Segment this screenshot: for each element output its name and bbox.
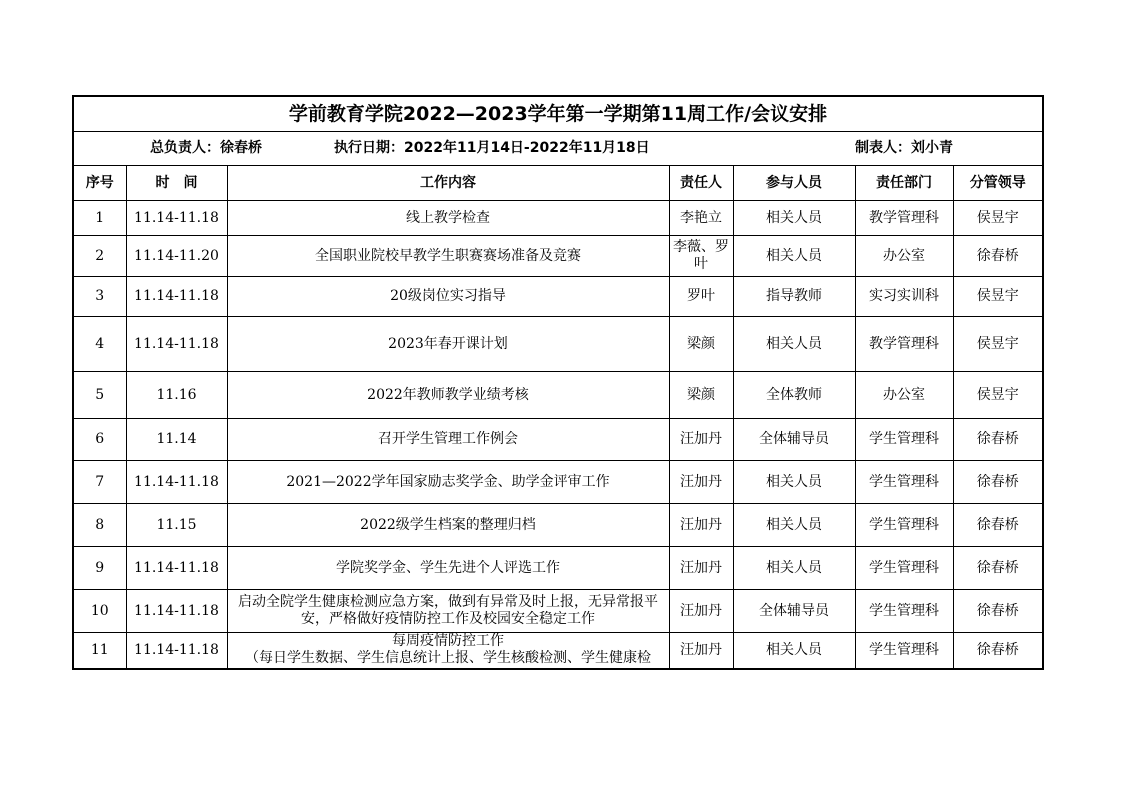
table-row <box>73 419 1043 461</box>
row-time: 11.14-11.18 <box>126 277 227 317</box>
row-leader: 徐春桥 <box>953 236 1043 277</box>
row-content: 线上教学检查 <box>227 201 669 236</box>
row-owner: 梁颜 <box>669 372 733 419</box>
row-participants: 指导教师 <box>733 277 855 317</box>
row-content: 2023年春开课计划 <box>227 317 669 372</box>
header-time: 时 间 <box>126 166 227 201</box>
row-no: 9 <box>73 547 126 590</box>
page-title: 学前教育学院2022—2023学年第一学期第11周工作/会议安排 <box>73 96 1043 132</box>
row-content: 学院奖学金、学生先进个人评选工作 <box>227 547 669 590</box>
date-label: 执行日期： <box>334 140 404 156</box>
row-dept: 教学管理科 <box>855 317 953 372</box>
row-content: 召开学生管理工作例会 <box>227 419 669 461</box>
row-dept: 学生管理科 <box>855 419 953 461</box>
header-leader: 分管领导 <box>953 166 1043 201</box>
row-leader: 徐春桥 <box>953 504 1043 547</box>
row-owner: 汪加丹 <box>669 547 733 590</box>
row-no: 10 <box>73 590 126 633</box>
table-row <box>73 317 1043 372</box>
row-time: 11.16 <box>126 372 227 419</box>
row-leader: 徐春桥 <box>953 547 1043 590</box>
meta-row <box>73 132 1043 166</box>
row-no: 2 <box>73 236 126 277</box>
row-content: 2022年教师教学业绩考核 <box>227 372 669 419</box>
table-row <box>73 547 1043 590</box>
row-leader: 侯昱宇 <box>953 277 1043 317</box>
row-participants: 全体辅导员 <box>733 419 855 461</box>
responsible-name: 徐春桥 <box>220 140 262 156</box>
row-time: 11.14-11.18 <box>126 633 227 669</box>
row-participants: 全体辅导员 <box>733 590 855 633</box>
row-dept: 学生管理科 <box>855 547 953 590</box>
row-participants: 相关人员 <box>733 317 855 372</box>
row-leader: 侯昱宇 <box>953 201 1043 236</box>
row-time: 11.14-11.18 <box>126 547 227 590</box>
row-owner: 汪加丹 <box>669 461 733 504</box>
row-dept: 办公室 <box>855 236 953 277</box>
row-dept: 学生管理科 <box>855 590 953 633</box>
row-no: 7 <box>73 461 126 504</box>
row-dept: 教学管理科 <box>855 201 953 236</box>
row-content-text: 每周疫情防控工作 （每日学生数据、学生信息统计上报、学生核酸检测、学生健康检 <box>245 633 651 667</box>
row-owner: 罗叶 <box>669 277 733 317</box>
row-content: 启动全院学生健康检测应急方案，做到有异常及时上报，无异常报平安，严格做好疫情防控工作及校园安全稳定工作 <box>227 590 669 633</box>
row-no: 3 <box>73 277 126 317</box>
row-no: 1 <box>73 201 126 236</box>
row-content: 2022级学生档案的整理归档 <box>227 504 669 547</box>
table-row <box>73 236 1043 277</box>
row-dept: 实习实训科 <box>855 277 953 317</box>
table-row <box>73 277 1043 317</box>
row-content <box>227 633 669 669</box>
row-owner: 李艳立 <box>669 201 733 236</box>
table-row <box>73 372 1043 419</box>
row-owner: 汪加丹 <box>669 504 733 547</box>
preparer-info <box>855 140 953 157</box>
row-participants: 相关人员 <box>733 236 855 277</box>
responsible-info <box>150 140 262 157</box>
row-owner: 李薇、罗叶 <box>669 236 733 277</box>
row-participants: 相关人员 <box>733 547 855 590</box>
header-row <box>73 166 1043 201</box>
row-participants: 相关人员 <box>733 201 855 236</box>
row-no: 5 <box>73 372 126 419</box>
date-value: 2022年11月14日-2022年11月18日 <box>404 140 650 156</box>
header-owner: 责任人 <box>669 166 733 201</box>
row-dept: 办公室 <box>855 372 953 419</box>
row-no: 6 <box>73 419 126 461</box>
table-row <box>73 504 1043 547</box>
row-leader: 徐春桥 <box>953 419 1043 461</box>
row-owner: 梁颜 <box>669 317 733 372</box>
header-no: 序号 <box>73 166 126 201</box>
row-time: 11.14-11.18 <box>126 317 227 372</box>
preparer-label: 制表人： <box>855 140 911 156</box>
date-info <box>334 140 650 157</box>
row-owner: 汪加丹 <box>669 590 733 633</box>
row-dept: 学生管理科 <box>855 504 953 547</box>
row-owner: 汪加丹 <box>669 419 733 461</box>
table-row <box>73 633 1043 669</box>
row-dept: 学生管理科 <box>855 633 953 669</box>
row-participants: 全体教师 <box>733 372 855 419</box>
row-content: 全国职业院校早教学生职赛赛场准备及竞赛 <box>227 236 669 277</box>
row-content: 2021—2022学年国家励志奖学金、助学金评审工作 <box>227 461 669 504</box>
row-time: 11.15 <box>126 504 227 547</box>
row-no: 4 <box>73 317 126 372</box>
row-dept: 学生管理科 <box>855 461 953 504</box>
row-time: 11.14-11.18 <box>126 590 227 633</box>
row-time: 11.14-11.18 <box>126 461 227 504</box>
responsible-label: 总负责人： <box>150 140 220 156</box>
row-no: 8 <box>73 504 126 547</box>
row-time: 11.14-11.20 <box>126 236 227 277</box>
header-content: 工作内容 <box>227 166 669 201</box>
row-leader: 徐春桥 <box>953 461 1043 504</box>
row-leader: 侯昱宇 <box>953 372 1043 419</box>
preparer-name: 刘小青 <box>911 140 953 156</box>
row-owner: 汪加丹 <box>669 633 733 669</box>
row-leader: 侯昱宇 <box>953 317 1043 372</box>
row-leader: 徐春桥 <box>953 633 1043 669</box>
row-content: 20级岗位实习指导 <box>227 277 669 317</box>
row-participants: 相关人员 <box>733 504 855 547</box>
row-no: 11 <box>73 633 126 669</box>
table-row <box>73 201 1043 236</box>
table-row <box>73 461 1043 504</box>
row-time: 11.14 <box>126 419 227 461</box>
row-participants: 相关人员 <box>733 633 855 669</box>
table-row <box>73 590 1043 633</box>
header-participants: 参与人员 <box>733 166 855 201</box>
row-time: 11.14-11.18 <box>126 201 227 236</box>
row-leader: 徐春桥 <box>953 590 1043 633</box>
schedule-table <box>72 95 1044 670</box>
header-dept: 责任部门 <box>855 166 953 201</box>
row-participants: 相关人员 <box>733 461 855 504</box>
